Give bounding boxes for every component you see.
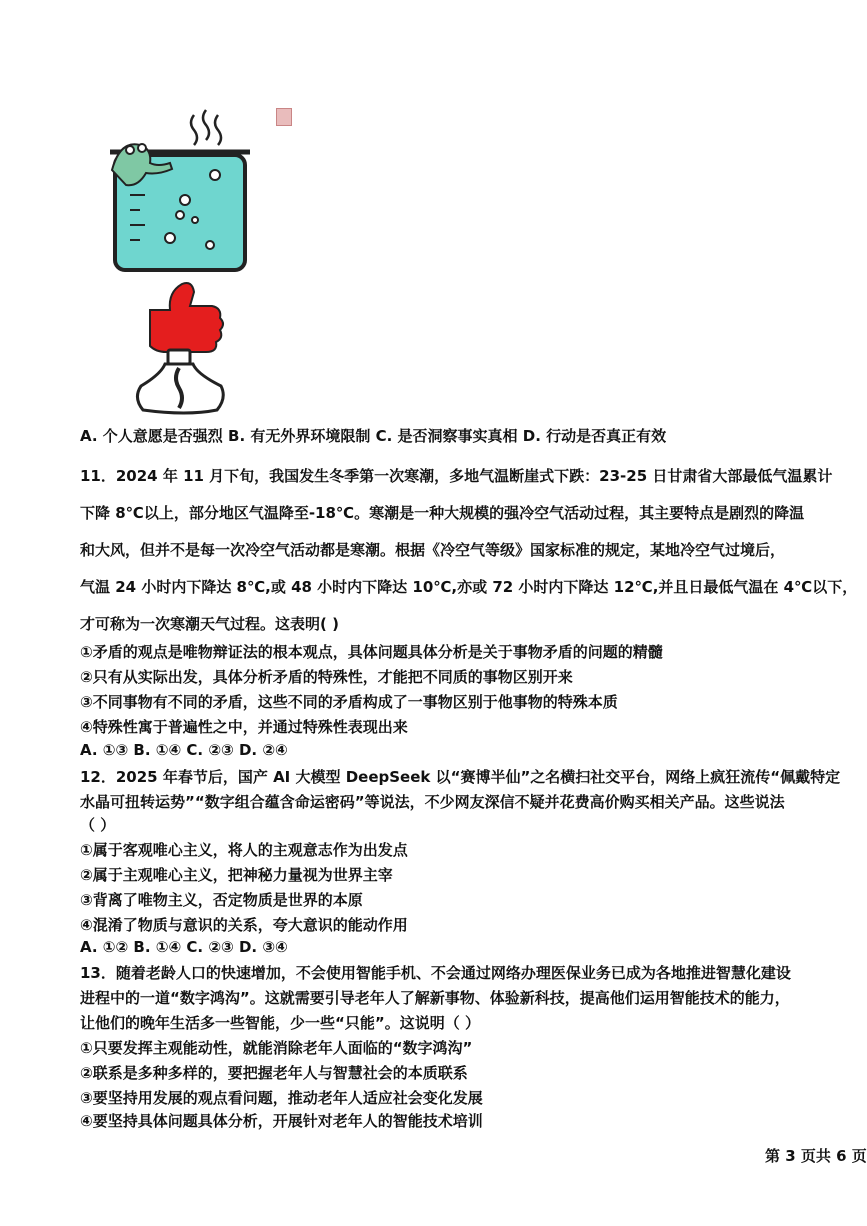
q12-item-3: ③背离了唯物主义，否定物质是世界的本原: [80, 891, 363, 909]
q13-stem-line-3: 让他们的晚年生活多一些智能，少一些“只能”。这说明（ ）: [80, 1014, 480, 1032]
q10-options: A. 个人意愿是否强烈 B. 有无外界环境限制 C. 是否洞察事实真相 D. 行动是否真正有效: [80, 427, 667, 445]
q12-stem-line-3: （ ）: [80, 816, 116, 834]
q13-item-2: ②联系是多种多样的，要把握老年人与智慧社会的本质联系: [80, 1064, 468, 1082]
q11-stem-line-3: 和大风，但并不是每一次冷空气活动都是寒潮。根据《冷空气等级》国家标准的规定，某地冷空气过境后，: [80, 541, 786, 559]
q13-stem-line-1: 13．随着老龄人口的快速增加，不会使用智能手机、不会通过网络办理医保业务已成为各地推进智慧化建设: [80, 964, 791, 982]
q12-stem-line-2: 水晶可扭转运势”“数字组合蕴含命运密码”等说法，不少网友深信不疑并花费高价购买相关产品。这些说法: [80, 793, 785, 811]
q11-item-1: ①矛盾的观点是唯物辩证法的根本观点，具体问题具体分析是关于事物矛盾的问题的精髓: [80, 643, 663, 661]
q12-stem-line-1: 12．2025 年春节后，国产 AI 大模型 DeepSeek 以“赛博半仙”之名横扫社交平台，网络上疯狂流传“佩戴特定: [80, 768, 841, 786]
bottle-icon: [137, 350, 223, 413]
thumbs-up-icon: [150, 283, 223, 352]
beaker-illustration: [90, 100, 290, 420]
q12-item-4: ④混淆了物质与意识的关系，夸大意识的能动作用: [80, 916, 408, 934]
q11-item-2: ②只有从实际出发，具体分析矛盾的特殊性，才能把不同质的事物区别开来: [80, 668, 573, 686]
q11-item-3: ③不同事物有不同的矛盾，这些不同的矛盾构成了一事物区别于他事物的特殊本质: [80, 693, 618, 711]
q13-item-3: ③要坚持用发展的观点看问题，推动老年人适应社会变化发展: [80, 1089, 483, 1107]
q11-stem-line-1: 11．2024 年 11 月下旬，我国发生冬季第一次寒潮，多地气温断崖式下跌：23-25 日甘肃省大部最低气温累计: [80, 467, 833, 485]
q11-item-4: ④特殊性寓于普遍性之中，并通过特殊性表现出来: [80, 718, 408, 736]
q12-options: A. ①② B. ①④ C. ②③ D. ③④: [80, 938, 288, 956]
q11-stem-line-4: 气温 24 小时内下降达 8℃,或 48 小时内下降达 10℃,亦或 72 小时内下降达 12℃,并且日最低气温在 4℃以下，: [80, 578, 858, 596]
q12-item-1: ①属于客观唯心主义，将人的主观意志作为出发点: [80, 841, 408, 859]
stamp-mark: [276, 108, 292, 126]
q12-item-2: ②属于主观唯心主义，把神秘力量视为世界主宰: [80, 866, 393, 884]
q11-stem-line-2: 下降 8℃以上，部分地区气温降至-18℃。寒潮是一种大规模的强冷空气活动过程，其主要特点是剧烈的降温: [80, 504, 805, 522]
q11-stem-line-5: 才可称为一次寒潮天气过程。这表明( ): [80, 615, 339, 633]
q13-item-4: ④要坚持具体问题具体分析，开展针对老年人的智能技术培训: [80, 1112, 483, 1130]
q13-stem-line-2: 进程中的一道“数字鸿沟”。这就需要引导老年人了解新事物、体验新科技，提高他们运用智能技术的能力，: [80, 989, 790, 1007]
q13-item-1: ①只要发挥主观能动性，就能消除老年人面临的“数字鸿沟”: [80, 1039, 473, 1057]
q11-options: A. ①③ B. ①④ C. ②③ D. ②④: [80, 741, 288, 759]
steam-icon: [191, 110, 221, 145]
page-number: 第 3 页共 6 页: [765, 1147, 867, 1165]
